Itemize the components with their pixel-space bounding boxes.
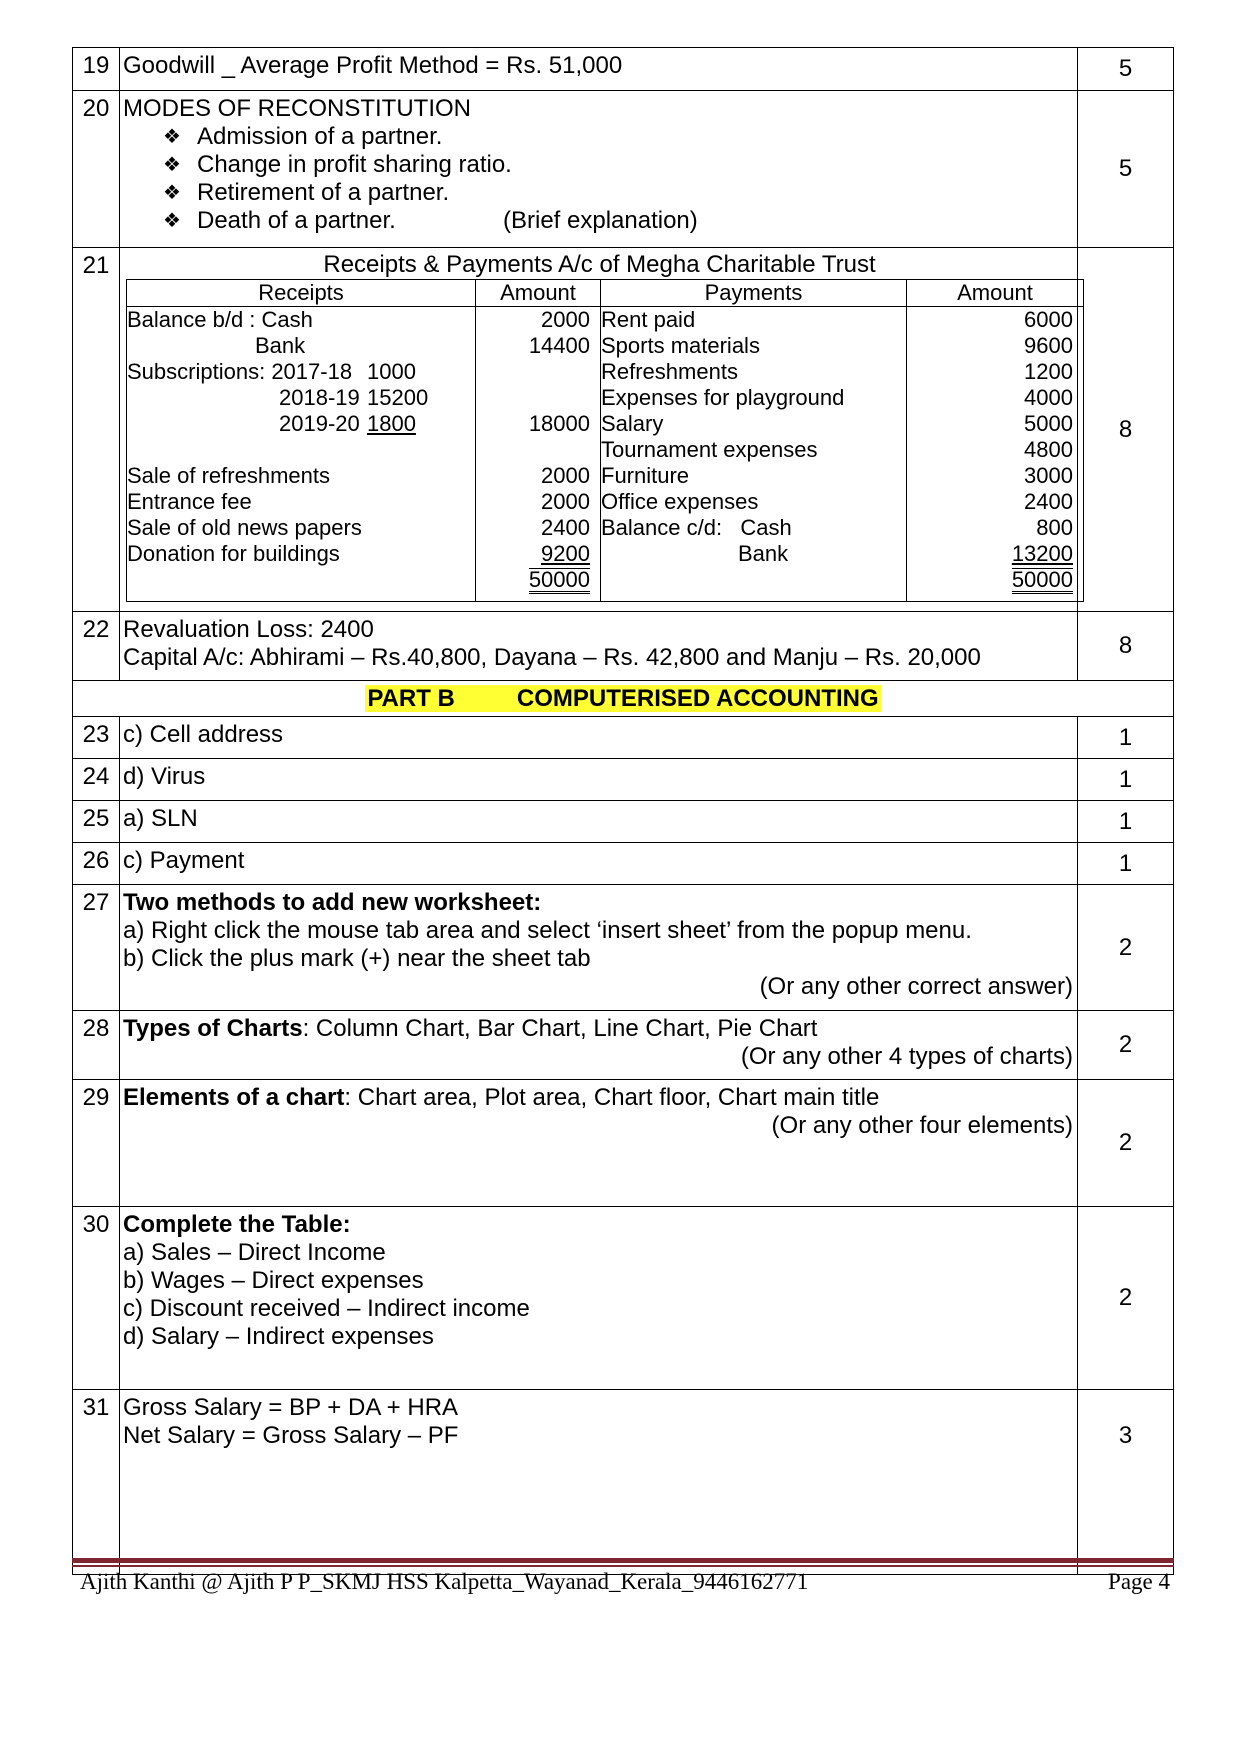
- payments-amount-column: [907, 307, 1084, 602]
- answer-cell: [120, 1011, 1078, 1080]
- table-row-q31: [73, 1390, 1174, 1575]
- mark-cell: 8: [1078, 248, 1174, 612]
- table-row-q25: [73, 801, 1174, 843]
- amount-value: 2000: [541, 307, 590, 332]
- answer-title: Complete the Table:: [123, 1211, 351, 1238]
- total-line: [476, 567, 600, 593]
- amount-value-underlined: 13200: [1011, 541, 1073, 566]
- subscription-amount: 15200: [367, 385, 429, 410]
- amount-value: 2000: [541, 463, 590, 488]
- payment-line: Tournament expenses: [601, 437, 818, 462]
- payment-line: Rent paid: [601, 307, 696, 332]
- mark-cell: 1: [1078, 801, 1174, 843]
- table-row-q29: [73, 1080, 1174, 1207]
- mark-cell: 5: [1078, 91, 1174, 248]
- receipt-line: Entrance fee: [127, 489, 252, 514]
- amount-value: 2400: [541, 515, 590, 540]
- diamond-bullet-icon: ❖: [163, 126, 181, 148]
- question-number: 30: [73, 1207, 120, 1390]
- question-number: 20: [73, 91, 120, 248]
- answer-text: Goodwill _ Average Profit Method = Rs. 51,000: [120, 48, 1078, 91]
- subscription-year: 2019-20: [279, 411, 360, 436]
- amount-value: 800: [1036, 515, 1073, 540]
- list-item: [163, 207, 1073, 235]
- receipt-line: [127, 385, 475, 411]
- mark-cell: 8: [1078, 612, 1174, 681]
- header-row: [127, 280, 1084, 307]
- mark-cell: 2: [1078, 885, 1174, 1011]
- mark-cell: 3: [1078, 1390, 1174, 1575]
- question-number: 24: [73, 759, 120, 801]
- diamond-bullet-icon: ❖: [163, 154, 181, 176]
- list-item: [163, 179, 1073, 207]
- receipt-line: Donation for buildings: [127, 541, 340, 566]
- amount-value: [907, 541, 1083, 567]
- payment-line: Balance c/d: Cash: [601, 515, 792, 540]
- amount-value: 2000: [541, 489, 590, 514]
- question-number: 19: [73, 48, 120, 91]
- payment-line: Furniture: [601, 463, 690, 488]
- subscription-year: 2017-18: [271, 359, 353, 384]
- amount-value: 3000: [1024, 463, 1073, 488]
- answer-text: a) SLN: [120, 801, 1078, 843]
- answer-text: : Chart area, Plot area, Chart floor, Chart main title: [344, 1084, 880, 1111]
- question-number: 29: [73, 1080, 120, 1207]
- diamond-bullet-icon: ❖: [163, 210, 181, 232]
- explanation-note: (Brief explanation): [503, 207, 698, 234]
- question-number: 26: [73, 843, 120, 885]
- answer-text: d) Virus: [120, 759, 1078, 801]
- amount-value: 18000: [528, 411, 590, 436]
- answer-label: Elements of a chart: [123, 1084, 345, 1111]
- question-number: 25: [73, 801, 120, 843]
- table-row-q20: [73, 91, 1174, 248]
- subscription-amount: 1800: [367, 411, 416, 436]
- list-item-text: Change in profit sharing ratio.: [197, 151, 512, 178]
- question-number: 27: [73, 885, 120, 1011]
- answer-line: c) Discount received – Indirect income: [123, 1295, 530, 1322]
- account-title: Receipts & Payments A/c of Megha Charitable Trust: [323, 251, 876, 278]
- total-amount: 50000: [528, 567, 590, 592]
- table-row-q30: [73, 1207, 1174, 1390]
- list-item: [163, 151, 1073, 179]
- payment-line: Expenses for playground: [601, 385, 845, 410]
- table-row-q27: [73, 885, 1174, 1011]
- table-row-q23: [73, 717, 1174, 759]
- payment-line: Office expenses: [601, 489, 759, 514]
- question-number: 22: [73, 612, 120, 681]
- answer-line: Revaluation Loss: 2400: [123, 616, 374, 643]
- receipt-line: [127, 411, 475, 437]
- list-item-text: Death of a partner.: [197, 207, 396, 234]
- subscription-year: 2018-19: [279, 385, 360, 410]
- answer-text: : Column Chart, Bar Chart, Line Chart, Pie Chart: [302, 1015, 818, 1042]
- table-row-q26: [73, 843, 1174, 885]
- answer-cell: [120, 1207, 1078, 1390]
- diamond-bullet-icon: ❖: [163, 182, 181, 204]
- amount-value: 2400: [1024, 489, 1073, 514]
- alternative-note: (Or any other correct answer): [759, 973, 1073, 1000]
- answer-key-table: [72, 47, 1174, 1575]
- subscriptions-label: Subscriptions:: [127, 359, 266, 384]
- payment-line: Salary: [601, 411, 664, 436]
- amount-value: 9600: [1024, 333, 1073, 358]
- amount-value: 4800: [1024, 437, 1073, 462]
- mark-cell: 2: [1078, 1207, 1174, 1390]
- part-label: PART B: [367, 684, 455, 712]
- table-row-q19: [73, 48, 1174, 91]
- total-amount: 50000: [1011, 567, 1073, 592]
- question-number: 31: [73, 1390, 120, 1575]
- answer-line: Net Salary = Gross Salary – PF: [123, 1422, 459, 1449]
- answer-line: b) Click the plus mark (+) near the sheet tab: [123, 945, 591, 972]
- spacer-line: [476, 437, 600, 463]
- spacer-line: [476, 359, 600, 385]
- subscription-amount: 1000: [367, 359, 416, 384]
- answer-line: a) Right click the mouse tab area and select ‘insert sheet’ from the popup menu.: [123, 917, 972, 944]
- answer-line: d) Salary – Indirect expenses: [123, 1323, 434, 1350]
- answer-line: Gross Salary = BP + DA + HRA: [123, 1394, 459, 1421]
- mark-cell: 2: [1078, 1011, 1174, 1080]
- answer-line: [123, 1084, 1073, 1112]
- answer-title: MODES OF RECONSTITUTION: [123, 95, 471, 122]
- highlighted-heading: [365, 685, 880, 712]
- answer-line: Capital A/c: Abhirami – Rs.40,800, Dayana – Rs. 42,800 and Manju – Rs. 20,000: [123, 644, 981, 671]
- payment-line: Refreshments: [601, 359, 738, 384]
- answer-cell: [120, 885, 1078, 1011]
- column-header-receipts: Receipts: [127, 280, 476, 307]
- alternative-note: (Or any other 4 types of charts): [740, 1043, 1073, 1070]
- amount-value: 4000: [1024, 385, 1073, 410]
- answer-cell: [120, 1390, 1078, 1575]
- table-row-q21: [73, 248, 1174, 612]
- alternative-note: (Or any other four elements): [771, 1112, 1073, 1139]
- amount-value: 1200: [1024, 359, 1073, 384]
- answer-label: Types of Charts: [123, 1015, 303, 1042]
- question-number: 21: [73, 248, 120, 612]
- table-row-q28: [73, 1011, 1174, 1080]
- answer-cell: [120, 248, 1078, 612]
- section-header-row: [73, 681, 1174, 717]
- question-number: 23: [73, 717, 120, 759]
- receipts-amount-column: [476, 307, 601, 602]
- mark-cell: 1: [1078, 717, 1174, 759]
- answer-text: c) Payment: [120, 843, 1078, 885]
- answer-text: c) Cell address: [120, 717, 1078, 759]
- receipts-payments-table: [126, 279, 1084, 602]
- receipt-line: [127, 359, 475, 385]
- account-body-row: [127, 307, 1084, 602]
- receipts-column: [127, 307, 476, 602]
- list-item: [163, 123, 1073, 151]
- spacer-line: [476, 385, 600, 411]
- answer-cell: [120, 1080, 1078, 1207]
- footer-author: Ajith Kanthi @ Ajith P P_SKMJ HSS Kalpetta_Wayanad_Kerala_9446162771: [80, 1569, 809, 1594]
- receipt-line: Sale of old news papers: [127, 515, 362, 540]
- payment-line: Sports materials: [601, 333, 760, 358]
- table-row-q24: [73, 759, 1174, 801]
- page-footer: [80, 1566, 1170, 1598]
- part-title: COMPUTERISED ACCOUNTING: [516, 684, 879, 712]
- answer-line: [123, 1015, 1073, 1043]
- answer-line: a) Sales – Direct Income: [123, 1239, 386, 1266]
- list-item-text: Retirement of a partner.: [197, 179, 450, 206]
- receipt-line: Sale of refreshments: [127, 463, 330, 488]
- answer-cell: [120, 91, 1078, 248]
- mark-cell: 5: [1078, 48, 1174, 91]
- payments-column: [601, 307, 907, 602]
- answer-line: b) Wages – Direct expenses: [123, 1267, 424, 1294]
- amount-value-underlined: 9200: [541, 541, 590, 566]
- column-header-amount: Amount: [476, 280, 601, 307]
- payment-line: Bank: [738, 541, 789, 566]
- question-number: 28: [73, 1011, 120, 1080]
- section-header: [73, 681, 1174, 717]
- mark-cell: 1: [1078, 759, 1174, 801]
- amount-value: 14400: [528, 333, 590, 358]
- column-header-payments: Payments: [601, 280, 907, 307]
- spacer-line: [127, 437, 475, 463]
- mark-cell: 1: [1078, 843, 1174, 885]
- receipt-line: Bank: [255, 333, 306, 358]
- answer-cell: [120, 612, 1078, 681]
- answer-title: Two methods to add new worksheet:: [123, 889, 542, 916]
- amount-value: 6000: [1024, 307, 1073, 332]
- mark-cell: 2: [1078, 1080, 1174, 1207]
- list-item-text: Admission of a partner.: [197, 123, 443, 150]
- bullet-list: [123, 123, 1073, 235]
- amount-value: 5000: [1024, 411, 1073, 436]
- receipt-line: Balance b/d : Cash: [127, 307, 313, 332]
- page-number: Page 4: [1108, 1569, 1170, 1594]
- amount-value: [476, 541, 600, 567]
- table-row-q22: [73, 612, 1174, 681]
- column-header-amount: Amount: [907, 280, 1084, 307]
- total-line: [907, 567, 1083, 593]
